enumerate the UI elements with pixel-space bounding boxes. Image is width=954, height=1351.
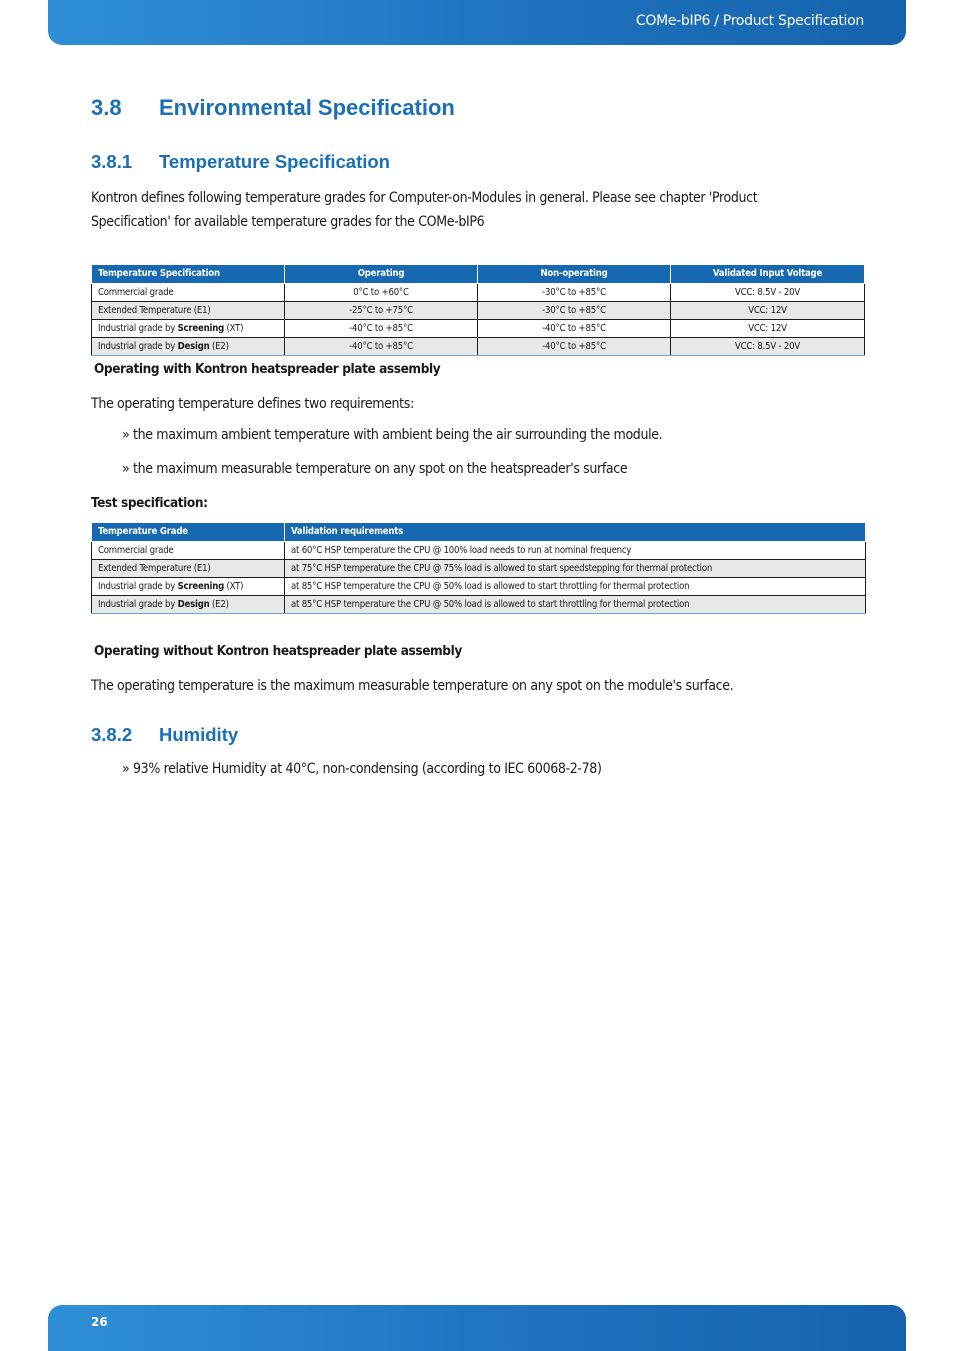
table-row — [92, 559, 866, 577]
table-row — [92, 541, 866, 559]
humidity-number: 3.8.2 — [91, 724, 133, 745]
page-number: 26 — [91, 1315, 108, 1329]
humidity-title: Humidity — [159, 724, 239, 745]
document-title: COMe-bIP6 / Product Specification — [635, 13, 864, 29]
table-row — [92, 301, 865, 319]
column-header: Operating — [285, 265, 478, 283]
bullet-item: » the maximum ambient temperature with ambient being the air surrounding the module. — [122, 427, 663, 443]
grade-cell: Commercial grade — [92, 283, 285, 301]
with-heatspreader-heading: Operating with Kontron heatspreader plate assembly — [94, 361, 441, 377]
page-header-bar — [48, 0, 906, 45]
without-heatspreader-text: The operating temperature is the maximum measurable temperature on any spot on the module's surface. — [91, 678, 734, 694]
column-header: Validation requirements — [285, 523, 866, 541]
table-row — [92, 283, 865, 301]
bullet-item: » the maximum measurable temperature on any spot on the heatspreader's surface — [122, 461, 628, 477]
requirement-cell: at 85°C HSP temperature the CPU @ 50% load is allowed to start throttling for thermal protection — [285, 595, 866, 613]
temperature-title: Temperature Specification — [159, 151, 390, 172]
table-header-row — [92, 523, 866, 541]
column-header: Validated Input Voltage — [671, 265, 865, 283]
column-header: Non-operating — [478, 265, 671, 283]
section-heading — [91, 95, 455, 121]
operating-cell: -25°C to +75°C — [285, 301, 478, 319]
non-operating-cell: -40°C to +85°C — [478, 337, 671, 355]
with-heatspreader-text: The operating temperature defines two requirements: — [91, 396, 414, 412]
grade-cell: Industrial grade by Design (E2) — [92, 595, 285, 613]
grade-cell: Extended Temperature (E1) — [92, 559, 285, 577]
operating-cell: -40°C to +85°C — [285, 337, 478, 355]
temperature-heading — [91, 151, 390, 173]
column-header: Temperature Specification — [92, 265, 285, 283]
non-operating-cell: -40°C to +85°C — [478, 319, 671, 337]
table-row — [92, 319, 865, 337]
operating-cell: 0°C to +60°C — [285, 283, 478, 301]
grade-cell: Industrial grade by Design (E2) — [92, 337, 285, 355]
voltage-cell: VCC: 12V — [671, 301, 865, 319]
test-spec-heading: Test specification: — [91, 495, 208, 511]
table-row — [92, 337, 865, 355]
non-operating-cell: -30°C to +85°C — [478, 283, 671, 301]
intro-line-2: Specification' for available temperature grades for the COMe-bIP6 — [91, 214, 485, 230]
temperature-intro — [91, 186, 757, 234]
operating-cell: -40°C to +85°C — [285, 319, 478, 337]
test-specification-table — [91, 523, 866, 614]
voltage-cell: VCC: 8.5V - 20V — [671, 283, 865, 301]
column-header: Temperature Grade — [92, 523, 285, 541]
temperature-number: 3.8.1 — [91, 151, 133, 172]
page-footer-bar — [48, 1305, 906, 1351]
grade-cell: Extended Temperature (E1) — [92, 301, 285, 319]
voltage-cell: VCC: 12V — [671, 319, 865, 337]
requirement-cell: at 75°C HSP temperature the CPU @ 75% load is allowed to start speedstepping for thermal protection — [285, 559, 866, 577]
temperature-grades-table — [91, 265, 865, 356]
requirement-cell: at 85°C HSP temperature the CPU @ 50% load is allowed to start throttling for thermal protection — [285, 577, 866, 595]
section-number: 3.8 — [91, 95, 122, 120]
grade-cell: Industrial grade by Screening (XT) — [92, 577, 285, 595]
table-row — [92, 595, 866, 613]
grade-cell: Commercial grade — [92, 541, 285, 559]
humidity-bullet: » 93% relative Humidity at 40°C, non-condensing (according to IEC 60068-2-78) — [122, 761, 602, 777]
without-heatspreader-heading: Operating without Kontron heatspreader plate assembly — [94, 643, 462, 659]
table-header-row — [92, 265, 865, 283]
voltage-cell: VCC: 8.5V - 20V — [671, 337, 865, 355]
intro-line-1: Kontron defines following temperature grades for Computer-on-Modules in general. Please see chapter 'Product — [91, 190, 758, 206]
humidity-heading — [91, 724, 238, 746]
grade-cell: Industrial grade by Screening (XT) — [92, 319, 285, 337]
table-row — [92, 577, 866, 595]
requirement-cell: at 60°C HSP temperature the CPU @ 100% load needs to run at nominal frequency — [285, 541, 866, 559]
non-operating-cell: -30°C to +85°C — [478, 301, 671, 319]
section-title: Environmental Specification — [159, 95, 455, 120]
